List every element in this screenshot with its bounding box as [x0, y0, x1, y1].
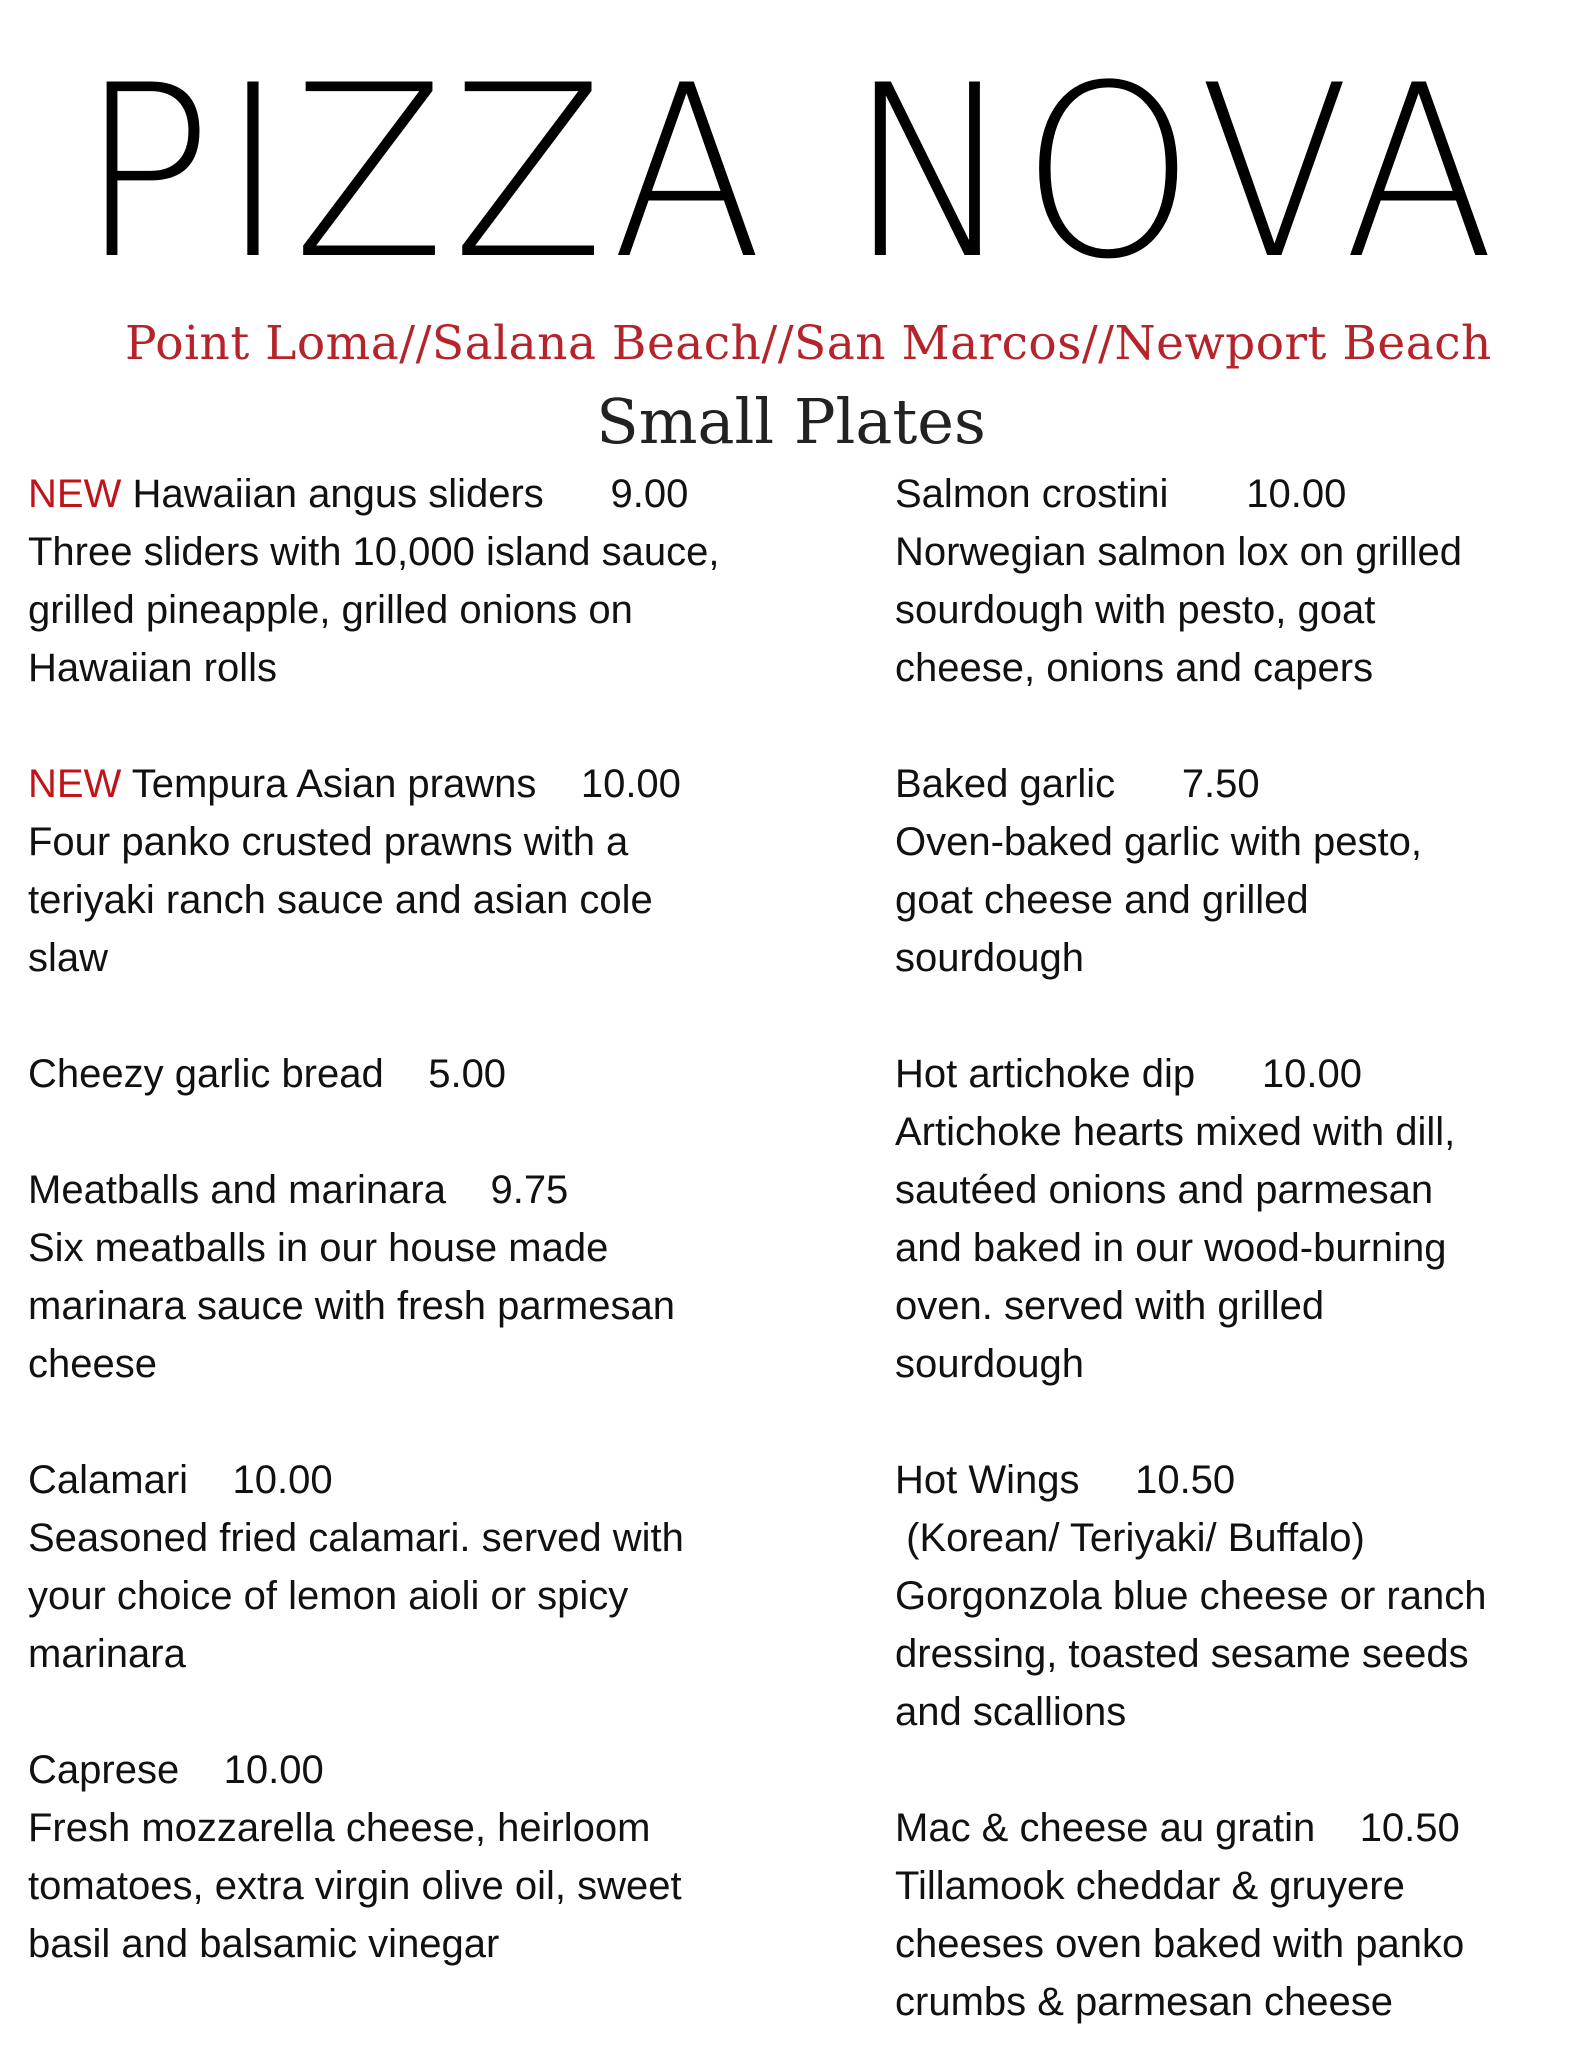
menu-item	[895, 1045, 1575, 1393]
menu-item-name: Tempura Asian prawns	[131, 762, 537, 806]
menu-item-description: Three sliders with 10,000 island sauce, grilled pineapple, grilled onions on Hawaiian rolls	[28, 530, 720, 690]
menu-item-price: 9.75	[490, 1168, 569, 1212]
menu-item-name: Baked garlic	[895, 762, 1116, 806]
new-tag: NEW	[28, 472, 122, 516]
menu-item-price: 9.00	[610, 472, 689, 516]
menu-item-name: Salmon crostini	[895, 472, 1169, 516]
menu-item	[895, 465, 1575, 697]
menu-item-header	[28, 1161, 808, 1219]
menu-item-header	[895, 465, 1575, 523]
menu-item	[28, 465, 808, 697]
menu-item-name: Calamari	[28, 1458, 189, 1502]
menu-item-description: Four panko crusted prawns with a teriyaki ranch sauce and asian cole slaw	[28, 820, 653, 980]
menu-item-name: Hot Wings	[895, 1458, 1080, 1502]
menu-item	[28, 1045, 808, 1103]
menu-item-price: 10.00	[232, 1458, 333, 1502]
menu-item	[28, 1741, 808, 1973]
menu-item-description: (Korean/ Teriyaki/ Buffalo) Gorgonzola blue cheese or ranch dressing, toasted sesame seeds and scallions	[895, 1516, 1487, 1734]
menu-item-name: Caprese	[28, 1748, 180, 1792]
menu-item-header	[28, 1741, 808, 1799]
menu-item-header	[28, 465, 808, 523]
section-title: Small Plates	[596, 385, 986, 458]
menu-item	[895, 755, 1575, 987]
menu-item-description: Oven-baked garlic with pesto, goat cheese and grilled sourdough	[895, 820, 1422, 980]
menu-item	[28, 1451, 808, 1683]
menu-item-header	[28, 1451, 808, 1509]
menu-column-right	[895, 465, 1575, 2031]
menu-item-header	[28, 755, 808, 813]
menu-item	[28, 755, 808, 987]
menu-item-name: Cheezy garlic bread	[28, 1052, 384, 1096]
menu-item-description: Artichoke hearts mixed with dill, sautéed onions and parmesan and baked in our wood-burning oven. served with grilled sourdough	[895, 1110, 1456, 1386]
locations-line: Point Loma//Salana Beach//San Marcos//Newport Beach	[125, 316, 1492, 371]
menu-item-header	[895, 1045, 1575, 1103]
restaurant-title: PIZZA NOVA	[79, 35, 1503, 312]
menu-item-name: Meatballs and marinara	[28, 1168, 446, 1212]
menu-item-description: Six meatballs in our house made marinara sauce with fresh parmesan cheese	[28, 1226, 675, 1386]
menu-item-header	[895, 1451, 1575, 1509]
menu-item-header	[895, 755, 1575, 813]
menu-item	[895, 1451, 1575, 1741]
menu-item-price: 10.00	[223, 1748, 324, 1792]
menu-item-name: Hawaiian angus sliders	[132, 472, 544, 516]
menu-item-price: 10.50	[1135, 1458, 1236, 1502]
menu-item-description: Fresh mozzarella cheese, heirloom tomatoes, extra virgin olive oil, sweet basil and balsamic vinegar	[28, 1806, 682, 1966]
menu-item-description: Seasoned fried calamari. served with your choice of lemon aioli or spicy marinara	[28, 1516, 684, 1676]
menu-item-price: 10.00	[1246, 472, 1347, 516]
menu-item-name: Mac & cheese au gratin	[895, 1806, 1316, 1850]
menu-item-price: 10.50	[1359, 1806, 1460, 1850]
menu-item-price: 5.00	[428, 1052, 507, 1096]
menu-item-header	[895, 1799, 1575, 1857]
menu-item-header	[28, 1045, 808, 1103]
menu-item	[28, 1161, 808, 1393]
menu-item-description: Tillamook cheddar & gruyere cheeses oven baked with panko crumbs & parmesan cheese	[895, 1864, 1465, 2024]
menu-item	[895, 1799, 1575, 2031]
menu-item-name: Hot artichoke dip	[895, 1052, 1196, 1096]
new-tag: NEW	[28, 762, 122, 806]
menu-item-price: 10.00	[1261, 1052, 1362, 1096]
menu-column-left	[28, 465, 808, 1973]
menu-item-price: 10.00	[580, 762, 681, 806]
menu-item-price: 7.50	[1181, 762, 1260, 806]
menu-item-description: Norwegian salmon lox on grilled sourdough with pesto, goat cheese, onions and capers	[895, 530, 1462, 690]
